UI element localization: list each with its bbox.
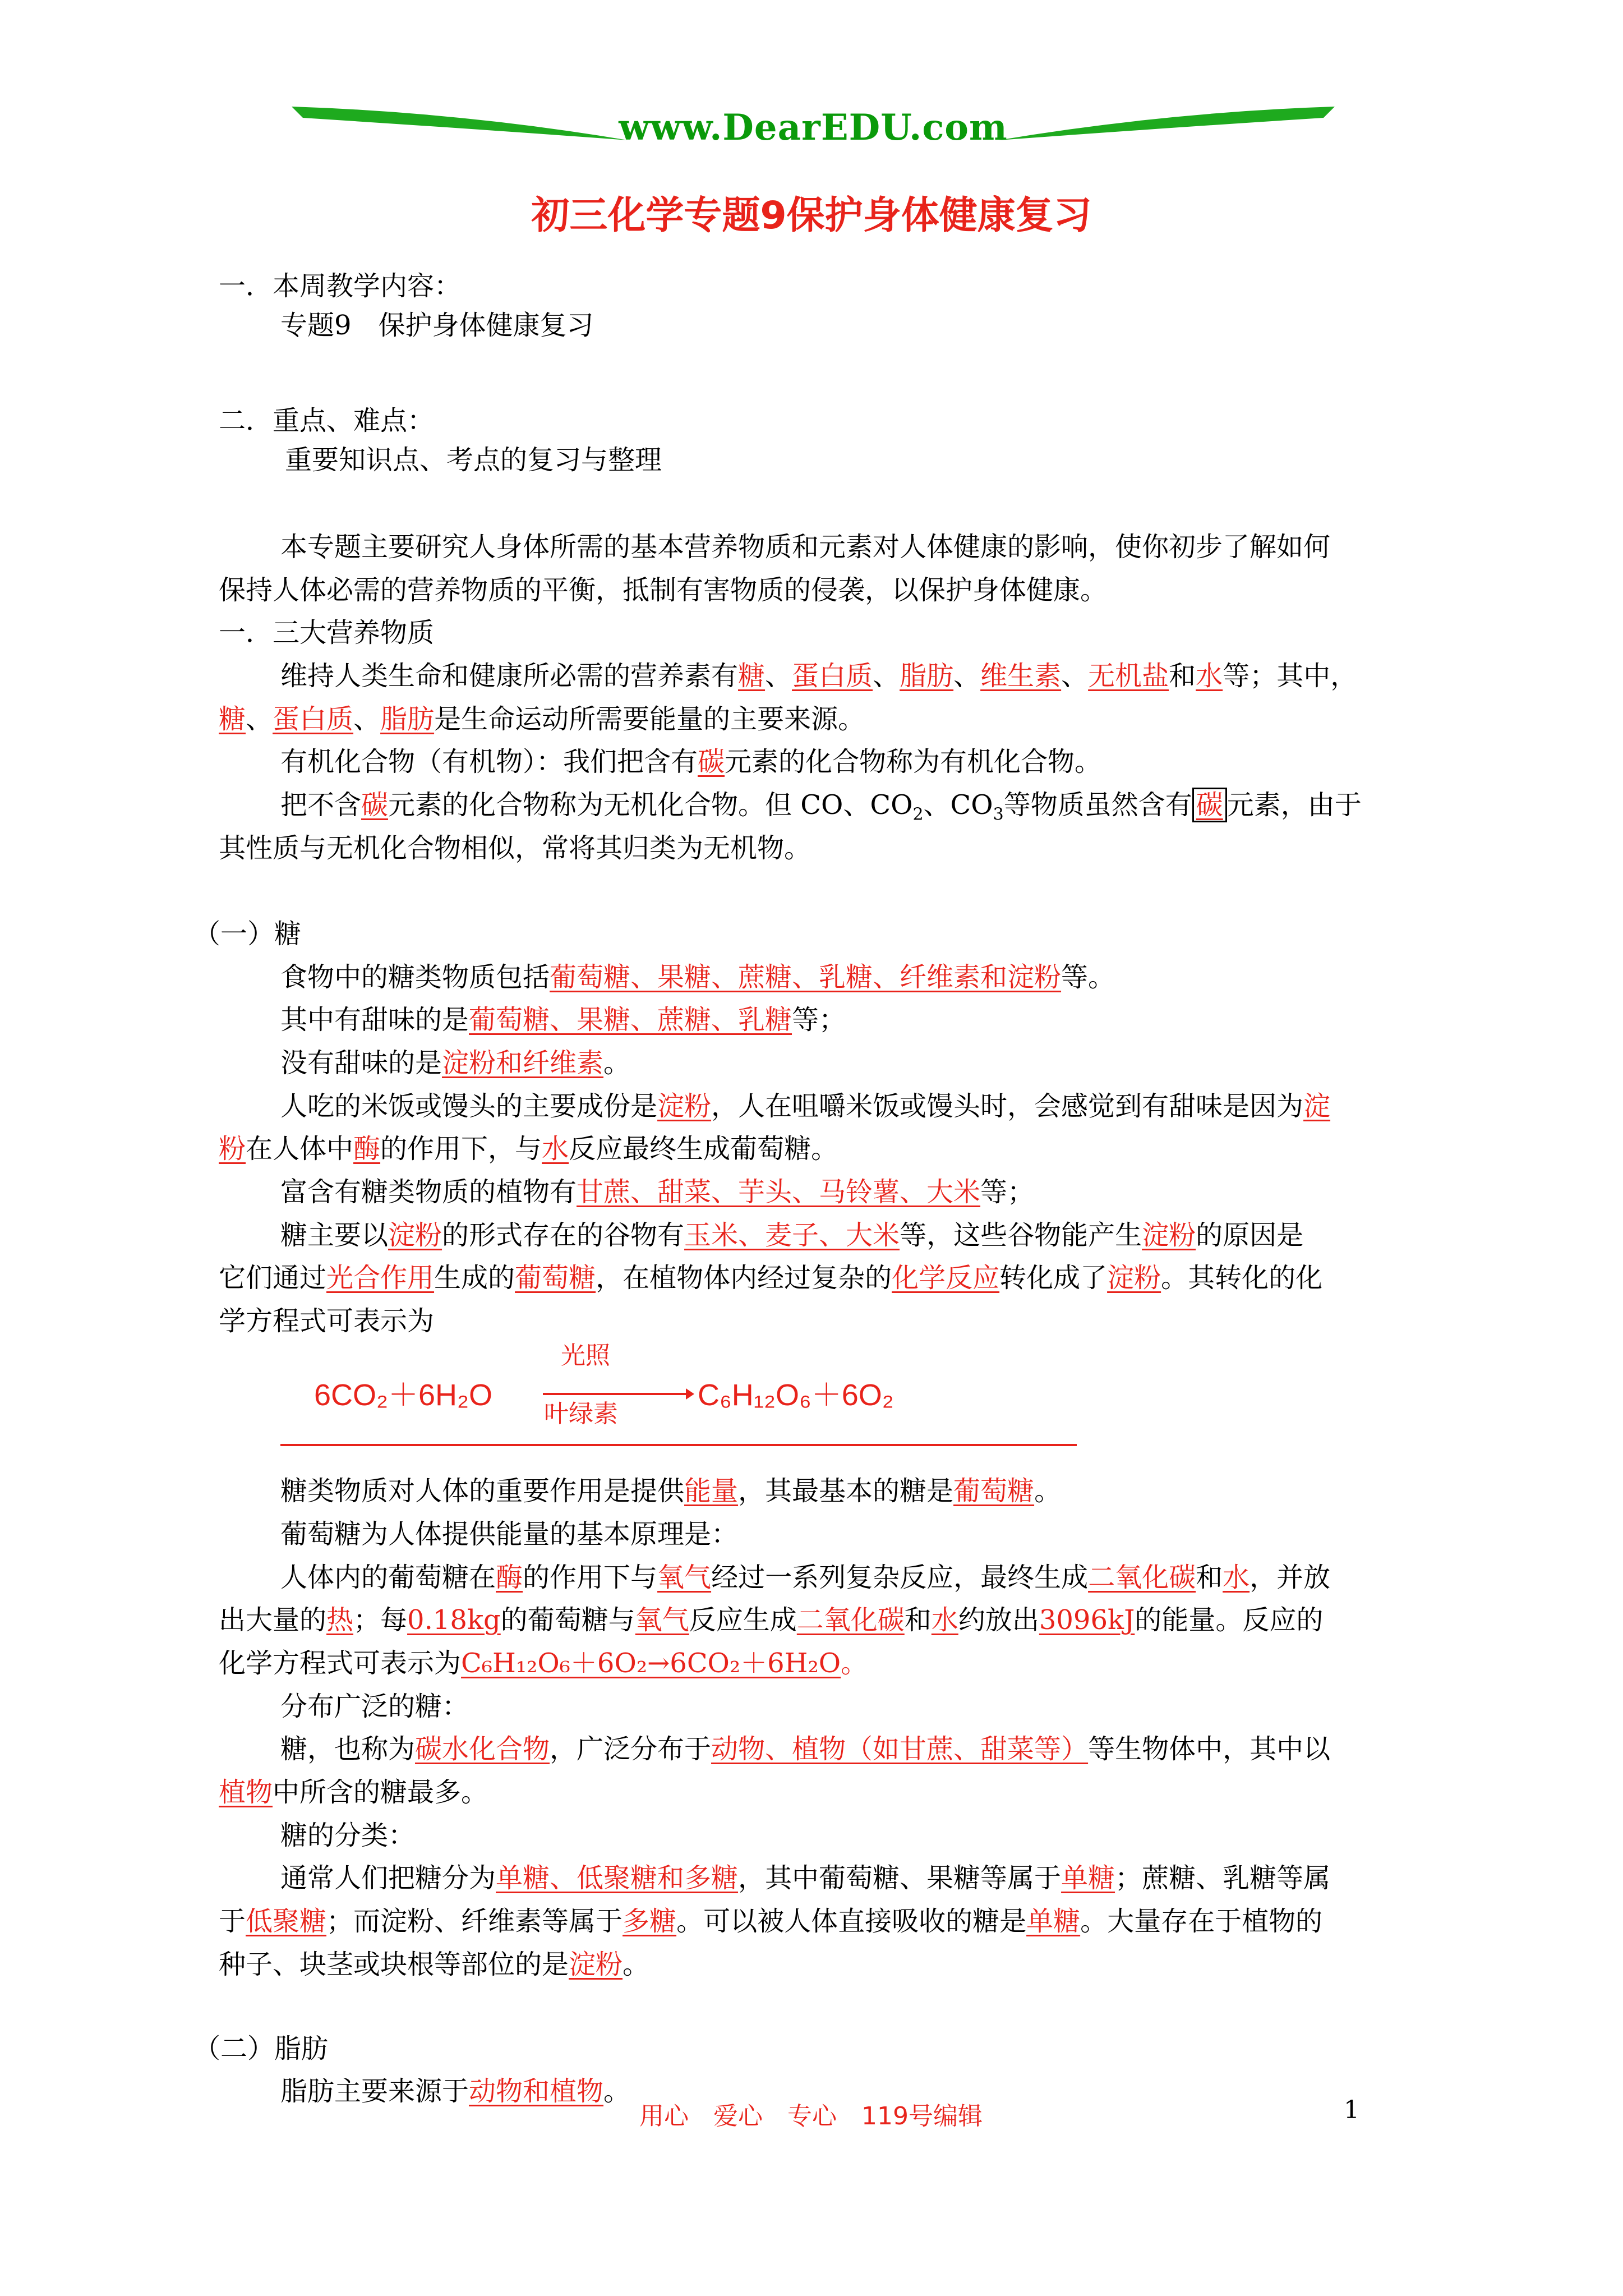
page-number: 1: [1344, 2096, 1359, 2124]
paragraph-line: 保持人体必需的营养物质的平衡，抵制有害物质的侵袭，以保护身体健康。: [219, 574, 1108, 606]
photosynthesis-equation: [280, 1335, 1077, 1458]
reaction-catalyst: 叶绿素: [544, 1400, 618, 1428]
paragraph-line: 化学方程式可表示为C₆H₁₂O₆＋6O₂→6CO₂＋6H₂O。: [219, 1648, 868, 1679]
paragraph-line: 粉在人体中酶的作用下，与水反应最终生成葡萄糖。: [219, 1133, 838, 1165]
paragraph-line: 其性质与无机化合物相似，常将其归类为无机物。: [219, 832, 811, 864]
paragraph-line: 糖，也称为碳水化合物，广泛分布于动物、植物（如甘蔗、甜菜等）等生物体中，其中以: [280, 1733, 1331, 1765]
paragraph-line: 糖、蛋白质、脂肪是生命运动所需要能量的主要来源。: [219, 703, 865, 735]
section-content: 专题9 保护身体健康复习: [280, 310, 594, 341]
equation-reactants: 6CO₂＋6H₂O: [314, 1378, 492, 1412]
paragraph-line: 食物中的糖类物质包括葡萄糖、果糖、蔗糖、乳糖、纤维素和淀粉等。: [280, 961, 1115, 993]
paragraph-line: 学方程式可表示为: [219, 1305, 435, 1337]
paragraph-line: 植物中所含的糖最多。: [219, 1777, 488, 1808]
paragraph-line: 它们通过光合作用生成的葡萄糖，在植物体内经过复杂的化学反应转化成了淀粉。其转化的化: [219, 1262, 1323, 1294]
reaction-condition: 光照: [561, 1341, 610, 1370]
site-brand: www.DearEDU.com: [619, 107, 1008, 149]
paragraph-line: 本专题主要研究人身体所需的基本营养物质和元素对人体健康的影响，使你初步了解如何: [280, 531, 1331, 563]
paragraph-line: 糖主要以淀粉的形式存在的谷物有玉米、麦子、大米等，这些谷物能产生淀粉的原因是: [280, 1220, 1304, 1251]
paragraph-line: 人吃的米饭或馒头的主要成份是淀粉，人在咀嚼米饭或馒头时，会感觉到有甜味是因为淀: [280, 1091, 1331, 1122]
paragraph-line: 脂肪主要来源于动物和植物。: [280, 2076, 631, 2107]
paragraph-line: 通常人们把糖分为单糖、低聚糖和多糖，其中葡萄糖、果糖等属于单糖；蔗糖、乳糖等属: [280, 1862, 1331, 1894]
paragraph-line: 种子、块茎或块根等部位的是淀粉。: [219, 1949, 650, 1980]
paragraph-line: 于低聚糖；而淀粉、纤维素等属于多糖。可以被人体直接吸收的糖是单糖。大量存在于植物的: [219, 1906, 1323, 1937]
equation-products: C₆H₁₂O₆＋6O₂: [698, 1378, 894, 1412]
section-heading: 一．本周教学内容：: [219, 270, 462, 302]
paragraph-line: 没有甜味的是淀粉和纤维素。: [280, 1047, 631, 1079]
paragraph-line: 把不含碳元素的化合物称为无机化合物。但 CO、$CO_2$、$CO_3$等物质虽然含有 碳 元素，由于: [280, 783, 1475, 838]
site-header: [292, 95, 1335, 163]
paragraph-line: 其中有甜味的是葡萄糖、果糖、蔗糖、乳糖等；: [280, 1004, 846, 1036]
subsection-heading: （二）脂肪: [193, 2033, 329, 2064]
paragraph-line: 富含有糖类物质的植物有甘蔗、甜菜、芋头、马铃薯、大米等；: [280, 1176, 1035, 1208]
subsection-heading: （一）糖: [193, 918, 302, 950]
page-title: 初三化学专题9保护身体健康复习: [531, 194, 1092, 238]
section-heading: 二．重点、难点：: [219, 405, 435, 436]
answer-underline: [280, 1444, 1077, 1446]
section-heading: 一．三大营养物质: [219, 617, 435, 648]
paragraph-line: 糖的分类：: [280, 1820, 416, 1851]
paragraph-line: 葡萄糖为人体提供能量的基本原理是：: [280, 1519, 739, 1550]
paragraph-line: 有机化合物（有机物）：我们把含有碳元素的化合物称为有机化合物。: [280, 746, 1102, 777]
boxed-answer: 碳: [1192, 788, 1227, 822]
paragraph-line: 维持人类生命和健康所必需的营养素有糖、蛋白质、脂肪、维生素、无机盐和水等；其中，: [280, 660, 1358, 692]
paragraph-line: 人体内的葡萄糖在酶的作用下与氧气经过一系列复杂反应，最终生成二氧化碳和水，并放: [280, 1562, 1331, 1593]
page-footer: 用心 爱心 专心 119号编辑: [639, 2102, 983, 2131]
paragraph-line: 出大量的热；每0.18kg的葡萄糖与氧气反应生成二氧化碳和水约放出3096kJ的能量。反应的: [219, 1604, 1324, 1636]
section-content: 重要知识点、考点的复习与整理: [285, 444, 662, 476]
paragraph-line: 糖类物质对人体的重要作用是提供能量，其最基本的糖是葡萄糖。: [280, 1475, 1062, 1507]
paragraph-line: 分布广泛的糖：: [280, 1691, 469, 1722]
